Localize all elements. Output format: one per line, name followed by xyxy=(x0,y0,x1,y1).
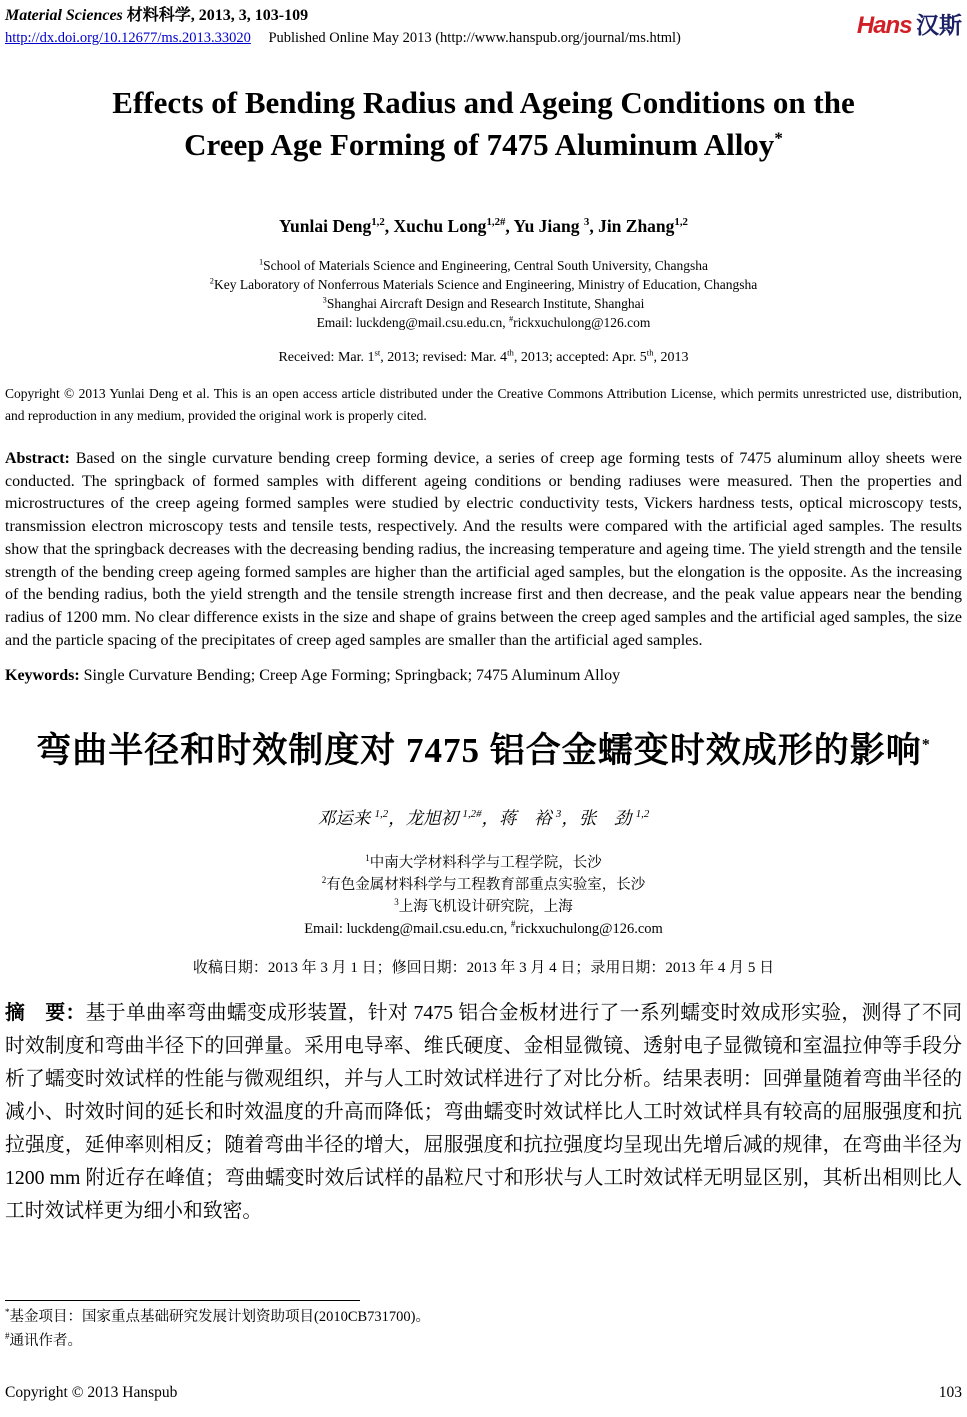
affiliation-zh-superscript: 2 xyxy=(321,875,327,886)
email-text: Email: luckdeng@mail.csu.edu.cn, xyxy=(304,921,511,938)
footer-copyright: Copyright © 2013 Hanspub xyxy=(5,1384,178,1401)
author-name: Yunlai Deng xyxy=(279,216,372,236)
footnote-funding xyxy=(5,1305,962,1329)
abstract-paragraph xyxy=(5,448,962,652)
author-superscript: 1,2# xyxy=(486,216,506,229)
author-zh-name: 邓运来 xyxy=(317,808,375,829)
email-text: rickxuchulong@126.com xyxy=(513,315,651,330)
logo-hans-text: Hans xyxy=(856,12,912,39)
abstract-zh-text: 基于单曲率弯曲蠕变成形装置，针对 7475 铝合金板材进行了一系列蠕变时效成形实验，测得了不同时效制度和弯曲半径下的回弹量。采用电导率、维氏硬度、金相显微镜、透射电子显微镜和室温拉伸等手段分析了蠕变时效试样的性能与微观组织，并与人工时效试样进行了对比分析。结果表明：回弹量随着弯曲半径的减小、时效时间的延长和时效温度的升高而降低；弯曲蠕变时效试样比人工时效试样具有较高的屈服强度和抗拉强度，延伸率则相反；随着弯曲半径的增大，屈服强度和抗拉强度均呈现出先增后减的规律，在弯曲半径为 1200 mm 附近存在峰值；弯曲蠕变时效后试样的晶粒尺寸和形状与人工时效试样无明显区别，其析出相则比人工时效试样更为细小和致密。 xyxy=(5,1002,962,1223)
author-name: Yu Jiang xyxy=(513,216,584,236)
affiliation-superscript: 2 xyxy=(209,276,214,286)
ordinal-superscript: th xyxy=(646,347,654,358)
title-line-2-text: Creep Age Forming of 7475 Aluminum Alloy xyxy=(184,127,775,162)
doi-link[interactable]: http://dx.doi.org/10.12677/ms.2013.33020 xyxy=(5,30,251,46)
abstract-zh-paragraph xyxy=(5,997,962,1228)
page-header xyxy=(5,6,962,48)
title-line-1: Effects of Bending Radius and Ageing Conditions on the xyxy=(112,85,855,120)
email-text: rickxuchulong@126.com xyxy=(515,921,663,938)
dates-line-zh: 收稿日期：2013 年 3 月 1 日；修回日期：2013 年 3 月 4 日；录用日期：2013 年 4 月 5 日 xyxy=(192,960,775,977)
affiliation-superscript: 3 xyxy=(322,295,327,305)
footnote-text: 通讯作者。 xyxy=(9,1333,82,1349)
email-text: Email: luckdeng@mail.csu.edu.cn, xyxy=(316,315,509,330)
author-separator: , xyxy=(505,216,514,236)
affiliation-line xyxy=(5,256,962,275)
title-footnote-marker: * xyxy=(774,128,783,148)
footnote-marker: # xyxy=(5,1331,10,1342)
author-zh-separator: ， xyxy=(561,808,579,829)
email-line xyxy=(5,313,962,332)
affiliation-text: School of Materials Science and Engineering, Central South University, Changsha xyxy=(263,258,709,273)
affiliation-superscript: 1 xyxy=(258,257,264,267)
email-line-zh xyxy=(5,918,962,940)
page-title-zh xyxy=(5,723,962,773)
affiliation-zh-line xyxy=(5,874,962,896)
received-line xyxy=(5,347,962,366)
affiliation-line xyxy=(5,294,962,313)
footnote-marker: * xyxy=(5,1307,10,1318)
affiliation-text: Shanghai Aircraft Design and Research Institute, Shanghai xyxy=(326,296,645,311)
received-text: , 2013; revised: Mar. 4 xyxy=(380,350,508,365)
journal-title-zh: 材料科学, 2013, 3, 103-109 xyxy=(126,7,309,24)
abstract-zh-label: 摘 要： xyxy=(5,1002,86,1025)
email-superscript: # xyxy=(510,919,516,930)
ordinal-superscript: th xyxy=(507,347,514,358)
author-zh-separator: ， xyxy=(481,808,500,829)
author-name: Jin Zhang xyxy=(598,216,675,236)
email-superscript: # xyxy=(508,314,514,324)
affiliation-zh-superscript: 3 xyxy=(394,897,399,908)
title-line-2 xyxy=(5,124,962,166)
journal-info xyxy=(5,6,681,48)
affiliation-zh-line xyxy=(5,896,962,918)
title-zh-text: 弯曲半径和时效制度对 7475 铝合金蠕变时效成形的影响 xyxy=(36,731,922,771)
author-zh-name: 蒋 裕 xyxy=(499,808,556,829)
affiliations-en xyxy=(5,256,962,332)
abstract-text: Based on the single curvature bending creep forming device, a series of creep age forming tests of 7475 aluminum alloy sheets were conducted. The springback of formed samples with different ageing conditions or bending radiuses were measured. Then the properties and microstructures of the creep ageing formed samples were studied by electric conductivity tests, Vickers hardness tests, optical microscopy tests, transmission electron microscopy tests and tensile tests, respectively. And the results were compared with the artificial aged samples. The results show that the springback decreases with the decreasing bending radius, the increasing temperature and ageing time. The yield strength and the tensile strength of the bending creep ageing formed samples are higher than the artificial aged samples, but the elongation is the opposite. As the increasing of the bending radius, both the yield strength and the tensile strength increase first and then decrease, and the peak value appears near the bending radius of 1200 mm. No clear difference exists in the size and shape of grains between the creep aged samples and the artificial aged samples, the size and the particle spacing of the precipitates of creep aged samples are smaller than the artificial aged samples. xyxy=(5,450,962,649)
footnote-text: 基金项目：国家重点基础研究发展计划资助项目(2010CB731700)。 xyxy=(9,1309,430,1325)
page-number: 103 xyxy=(938,1384,962,1401)
affiliations-zh xyxy=(5,852,962,940)
journal-title xyxy=(5,6,681,26)
page-footer xyxy=(5,1384,962,1402)
logo-hanzi-text: 汉斯 xyxy=(916,12,962,38)
author-zh-name: 龙旭初 xyxy=(405,808,463,829)
keywords-line xyxy=(5,665,962,687)
publisher-logo xyxy=(857,7,962,40)
author-zh-superscript: 1,2 xyxy=(374,808,389,821)
author-zh-separator: ， xyxy=(388,808,406,829)
author-superscript: 1,2 xyxy=(371,216,385,229)
author-separator: , xyxy=(589,216,599,236)
author-separator: , xyxy=(384,216,394,236)
affiliation-zh-superscript: 1 xyxy=(365,853,370,864)
received-text: , 2013; accepted: Apr. 5 xyxy=(513,350,647,365)
journal-title-en: Material Sciences xyxy=(5,7,123,24)
footnote-corresponding-author xyxy=(5,1329,962,1353)
affiliation-line xyxy=(5,275,962,294)
page-title-en xyxy=(5,82,962,166)
authors-en xyxy=(5,216,962,237)
footnotes-block xyxy=(5,1300,962,1353)
footnote-separator-rule xyxy=(5,1300,360,1301)
author-zh-superscript: 3 xyxy=(555,808,562,821)
author-superscript: 1,2 xyxy=(674,216,688,229)
author-zh-name: 张 劲 xyxy=(578,808,636,829)
license-paragraph: Copyright © 2013 Yunlai Deng et al. This is an open access article distributed under the Creative Commons Attribution License, which permits unrestricted use, distribution, and reproduction in any medium, provided the original work is properly cited. xyxy=(5,386,962,423)
authors-zh xyxy=(5,805,962,830)
keywords-label: Keywords: xyxy=(5,667,80,685)
affiliation-zh-text: 中南大学材料科学与工程学院，长沙 xyxy=(369,855,602,872)
title-zh-footnote-marker: * xyxy=(921,736,931,754)
received-text: Received: Mar. 1 xyxy=(278,350,375,365)
affiliation-zh-line xyxy=(5,852,962,874)
abstract-label: Abstract: xyxy=(5,450,70,467)
author-name: Xuchu Long xyxy=(393,216,487,236)
ordinal-superscript: st xyxy=(374,347,381,358)
author-zh-superscript: 1,2 xyxy=(635,808,650,821)
keywords-text: Single Curvature Bending; Creep Age Forming; Springback; 7475 Aluminum Alloy xyxy=(79,667,621,685)
affiliation-zh-text: 有色金属材料科学与工程教育部重点实验室，长沙 xyxy=(326,877,646,894)
author-zh-superscript: 1,2# xyxy=(462,808,482,821)
doi-line xyxy=(5,28,681,48)
published-info: Published Online May 2013 (http://www.hanspub.org/journal/ms.html) xyxy=(268,30,681,46)
author-superscript: 3 xyxy=(583,216,590,229)
affiliation-zh-text: 上海飞机设计研究院，上海 xyxy=(398,899,573,916)
affiliation-text: Key Laboratory of Nonferrous Materials Science and Engineering, Ministry of Education, Changsha xyxy=(213,277,758,292)
received-text: , 2013 xyxy=(653,350,689,365)
